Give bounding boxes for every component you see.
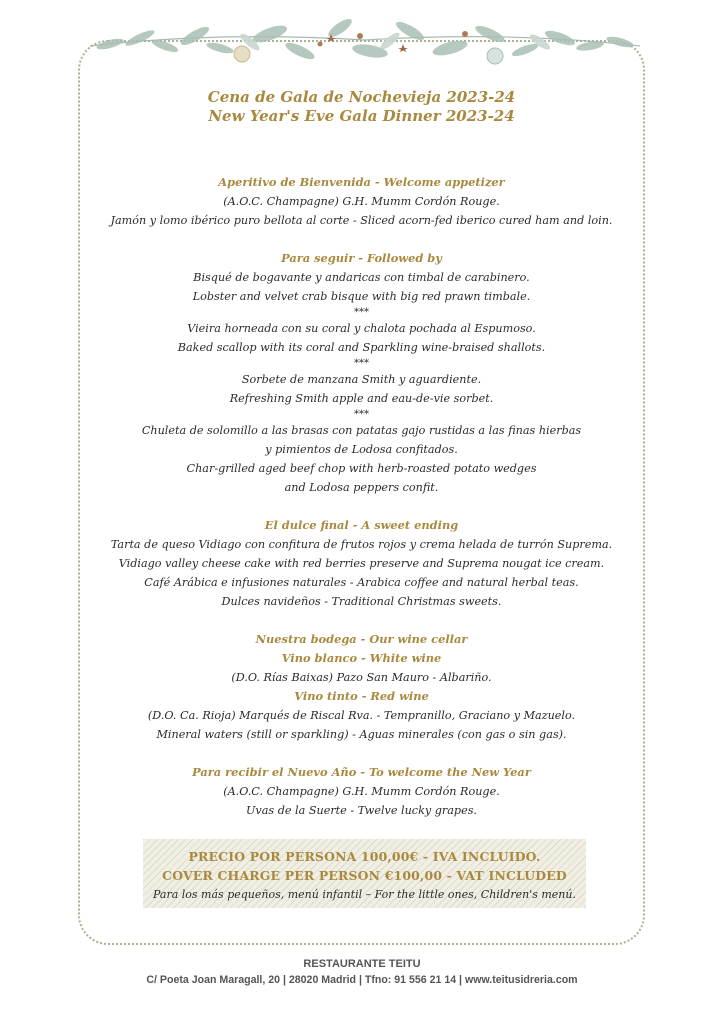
section-heading: Nuestra bodega - Our wine cellar	[255, 632, 468, 646]
section-nuevo-ano	[80, 763, 643, 820]
separator: ***	[354, 358, 369, 369]
menu-line: Dulces navideños - Traditional Christmas sweets.	[221, 595, 502, 608]
menu-line: Char-grilled aged beef chop with herb-roasted potato wedges	[186, 462, 537, 475]
menu-title-english: New Year's Eve Gala Dinner 2023-24	[208, 107, 515, 125]
section-heading: Para recibir el Nuevo Año - To welcome the New Year	[192, 765, 531, 779]
menu-line: Refreshing Smith apple and eau-de-vie sorbet.	[229, 392, 494, 405]
price-line-spanish: PRECIO POR PERSONA 100,00€ - IVA INCLUIDO.	[188, 849, 541, 864]
christmas-garland-decoration	[70, 6, 660, 76]
section-dulce	[80, 516, 643, 611]
separator: ***	[354, 307, 369, 318]
menu-line: Jamón y lomo ibérico puro bellota al corte - Sliced acorn-fed iberico cured ham and loin.	[110, 214, 613, 227]
menu-line: and Lodosa peppers confit.	[284, 481, 439, 494]
menu-title-spanish: Cena de Gala de Nochevieja 2023-24	[207, 88, 516, 106]
menu-content	[80, 88, 643, 820]
subsection-heading-red-wine: Vino tinto - Red wine	[294, 689, 429, 703]
section-seguir	[80, 249, 643, 497]
menu-line: (A.O.C. Champagne) G.H. Mumm Cordón Rouge.	[223, 195, 500, 208]
menu-line: (D.O. Ca. Rioja) Marqués de Riscal Rva. - Tempranillo, Graciano y Mazuelo.	[147, 709, 576, 722]
price-box	[143, 839, 586, 908]
section-heading: Aperitivo de Bienvenida - Welcome appetizer	[218, 175, 505, 189]
section-bodega	[80, 630, 643, 744]
menu-line: Lobster and velvet crab bisque with big red prawn timbale.	[192, 290, 531, 303]
price-line-english: COVER CHARGE PER PERSON €100,00 - VAT INCLUDED	[162, 868, 567, 883]
menu-line: Sorbete de manzana Smith y aguardiente.	[241, 373, 482, 386]
subsection-heading-white-wine: Vino blanco - White wine	[281, 651, 442, 665]
menu-line: Uvas de la Suerte - Twelve lucky grapes.	[245, 804, 477, 817]
menu-line: Chuleta de solomillo a las brasas con patatas gajo rustidas a las finas hierbas	[141, 424, 582, 437]
restaurant-address: C/ Poeta Joan Maragall, 20 | 28020 Madrid | Tfno: 91 556 21 14 | www.teitusidreria.com	[146, 974, 578, 986]
menu-line: Bisqué de bogavante y andaricas con timbal de carabinero.	[193, 271, 530, 284]
separator: ***	[354, 409, 369, 420]
menu-line: y pimientos de Lodosa confitados.	[265, 443, 458, 456]
section-aperitivo	[80, 173, 643, 230]
children-menu-note: Para los más pequeños, menú infantil – For the little ones, Children's menú.	[153, 888, 576, 901]
menu-line: Tarta de queso Vidiago con confitura de frutos rojos y crema helada de turrón Suprema.	[110, 538, 613, 551]
menu-line: Baked scallop with its coral and Sparkling wine-braised shallots.	[177, 341, 546, 354]
menu-line: Café Arábica e infusiones naturales - Arabica coffee and natural herbal teas.	[144, 576, 579, 589]
menu-line: Mineral waters (still or sparkling) - Aguas minerales (con gas o sin gas).	[156, 728, 567, 741]
section-heading: El dulce final - A sweet ending	[264, 518, 459, 532]
section-heading: Para seguir - Followed by	[281, 251, 442, 265]
menu-line: Vieira horneada con su coral y chalota pochada al Espumoso.	[187, 322, 536, 335]
menu-line: (A.O.C. Champagne) G.H. Mumm Cordón Rouge.	[223, 785, 500, 798]
menu-line: Vidiago valley cheese cake with red berries preserve and Suprema nougat ice cream.	[118, 557, 605, 570]
menu-line: (D.O. Rías Baixas) Pazo San Mauro - Albariño.	[231, 671, 492, 684]
restaurant-name: RESTAURANTE TEITU	[303, 958, 421, 970]
